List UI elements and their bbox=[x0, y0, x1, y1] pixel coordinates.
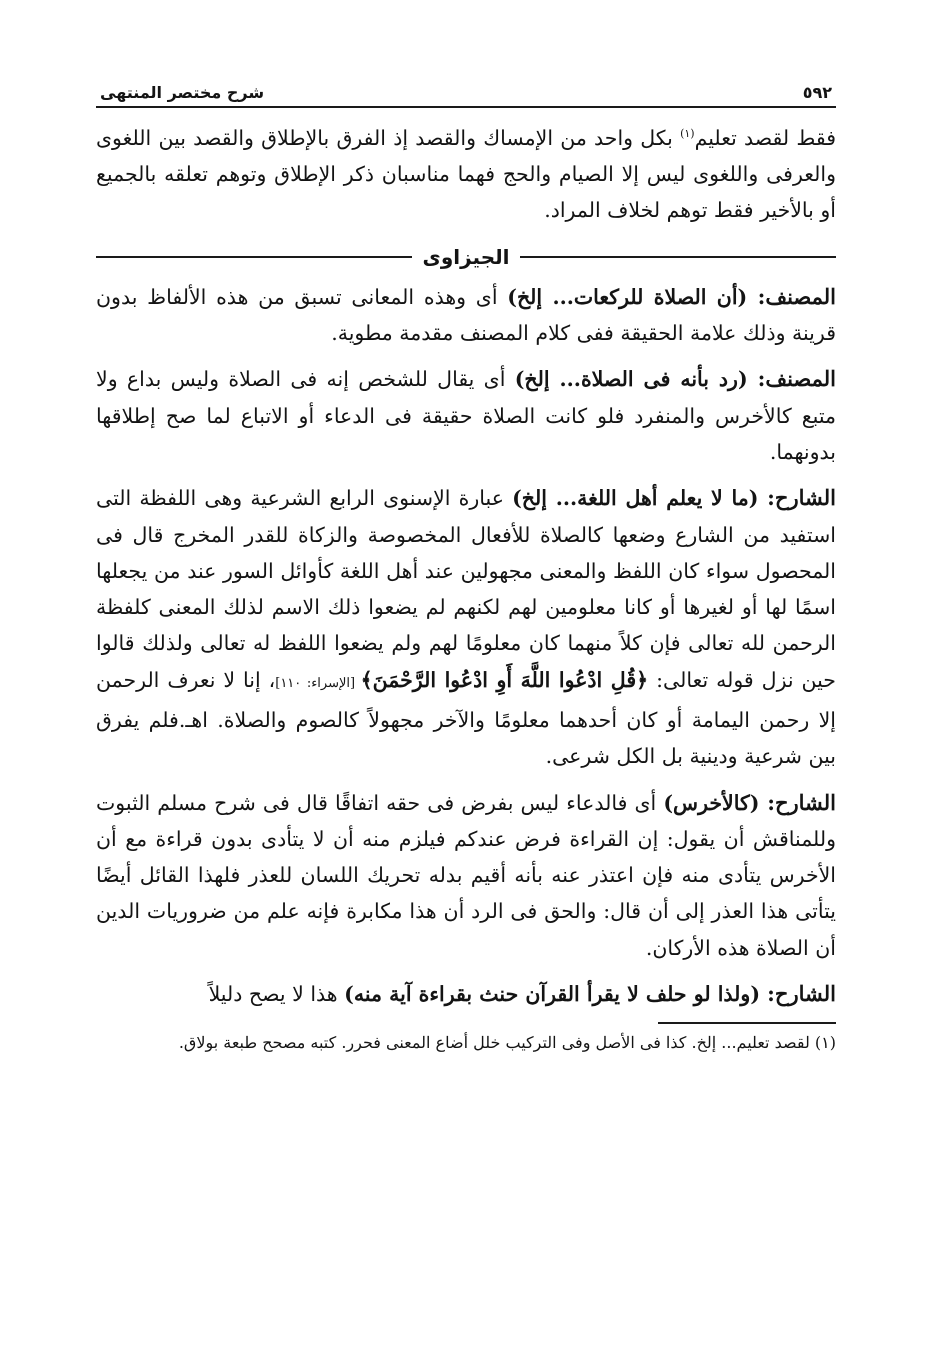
quran-verse: ﴿قُلِ ادْعُوا اللَّهَ أَوِ ادْعُوا الرَّحْمَنَ﴾ bbox=[360, 667, 649, 692]
section-divider bbox=[96, 239, 836, 275]
paragraph-body: أى يقال للشخص إنه فى الصلاة وليس بداع ولا متبع كالأخرس والمنفرد فلو كانت الصلاة حقيقة فى الدعاء أو الاتباع لما صح إطلاقها بدونهما. bbox=[96, 367, 836, 464]
divider-line bbox=[96, 256, 413, 258]
speaker-label: الشارح: bbox=[767, 981, 836, 1007]
section-title: الجيزاوى bbox=[422, 244, 510, 269]
paragraph-body: أى وهذه المعانى تسبق من هذه الألفاظ بدون قرينة وذلك علامة الحقيقة ففى كلام المصنف مقدمة مطوية. bbox=[96, 284, 836, 346]
quoted-text: (ولذا لو حلف لا يقرأ القرآن حنث بقراءة آية منه) bbox=[344, 982, 768, 1007]
commentary-paragraph bbox=[96, 480, 836, 774]
quoted-text: (أن الصلاة للركعات... إلخ) bbox=[507, 284, 758, 309]
paragraph-body: هذا لا يصح دليلاً bbox=[208, 982, 345, 1007]
paragraph-body: ، إنا لا نعرف الرحمن إلا رحمن اليمامة أو كان أحدهما معلومًا والآخر مجهولاً كالصوم والصلاة. اهـ.فلم يفرق بين شرعية ودينية بل الكل شرعى. bbox=[96, 667, 836, 769]
footnote-marker: (١) bbox=[680, 127, 695, 140]
quoted-text: (كالأخرس) bbox=[663, 790, 768, 815]
paragraph-body: أى فالدعاء ليس بفرض فى حقه اتفاقًا قال فى شرح مسلم الثبوت وللمناقش أن يقول: إن القراءة فرض عندكم فيلزم منه أن لا يتأدى بدون قراءة مع أن الأخرس يتأدى منه فإن اعتذر عنه بأنه أقيم بدله تحريك اللسان للعذر فلهذا القائل أيضًا يتأتى هذا العذر إلى أن قال: والحق فى الرد أن هذا مكابرة فإنه علم من ضروريات الدين أن الصلاة هذه الأركان. bbox=[96, 790, 836, 960]
speaker-label: المصنف: bbox=[757, 366, 836, 392]
quoted-text: (ما لا يعلم أهل اللغة... إلخ) bbox=[512, 486, 768, 511]
commentary-paragraph bbox=[96, 785, 836, 966]
speaker-label: الشارح: bbox=[767, 485, 836, 511]
running-header bbox=[96, 70, 836, 102]
speaker-label: الشارح: bbox=[767, 789, 837, 815]
divider-line bbox=[520, 256, 837, 258]
book-title: شرح مختصر المنتهى bbox=[100, 83, 265, 102]
paragraph-body: عبارة الإسنوى الرابع الشرعية وهى اللفظة التى استفيد من الشارع وضعها كالصلاة للأفعال المخصوصة والزكاة للقدر المخرج قال فى المحصول سواء كان اللفظ والمعنى مجهولين عند أهل اللغة كأوائل السور عند من يجعلها اسمًا لها أو لغيرها أو كانا معلومين لهم لكنهم لم يضعوا ذلك الاسم لذلك المعنى كلفظة الرحمن لله تعالى فإن كلاً منهما كان معلومًا لهم ولم يضعوا اللفظ له تعالى ولذلك قالوا حين نزل قوله تعالى: bbox=[96, 486, 836, 692]
quoted-text: (رد بأنه فى الصلاة... إلخ) bbox=[514, 367, 758, 392]
book-page bbox=[96, 70, 836, 1057]
speaker-label: المصنف: bbox=[757, 283, 837, 309]
verse-reference: [الإسراء: ١١٠] bbox=[275, 675, 361, 691]
footnote: (١) لقصد تعليم... إلخ. كذا فى الأصل وفى التركيب خلل أضاع المعنى فحرر. كتبه مصحح طبعة بولاق. bbox=[178, 1033, 836, 1053]
footnote-rule bbox=[658, 1022, 836, 1024]
commentary-paragraph bbox=[96, 279, 836, 352]
header-rule bbox=[96, 106, 836, 108]
commentary-paragraph bbox=[96, 976, 836, 1012]
intro-paragraph: فقط لقصد تعليم$^{(١)}$ بكل واحد من الإمساك والقصد إذ الفرق بالإطلاق والقصد بين اللغوى والعرفى واللغوى ليس إلا الصيام والحج فهما مناسبان ذكر الإطلاق وتوهم تعلقه بالجميع أو بالأخير فقط توهم لخلاف المراد. bbox=[96, 125, 837, 223]
page-number: ٥٩٢ bbox=[802, 83, 832, 102]
commentary-paragraph bbox=[96, 361, 836, 470]
